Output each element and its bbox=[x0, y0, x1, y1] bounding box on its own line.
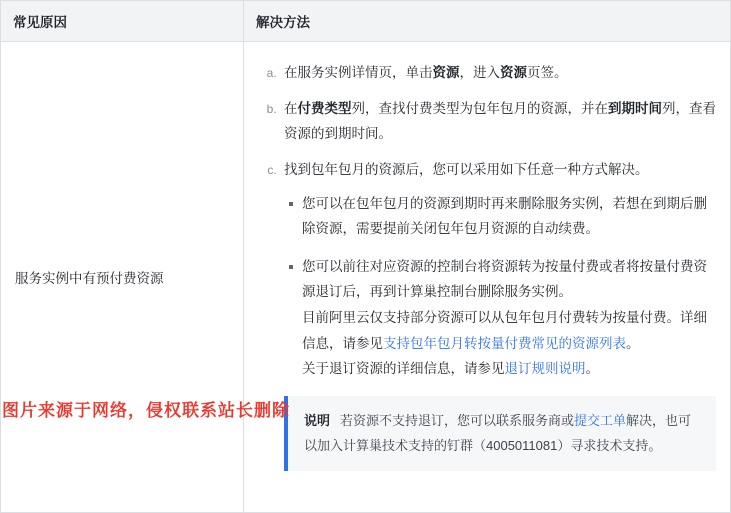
emphasis-text: 到期时间 bbox=[608, 100, 662, 116]
emphasis-text: 资源 bbox=[500, 65, 527, 80]
solution-step bbox=[280, 60, 716, 86]
table-row bbox=[1, 42, 731, 513]
column-header-reason: 常见原因 bbox=[1, 1, 244, 42]
doc-link[interactable]: 支持包年包月转按量付费常见的资源列表 bbox=[383, 335, 626, 351]
step-text: 在付费类型列，查找付费类型为包年包月的资源，并在到期时间列，查看资源的到期时间。 bbox=[284, 100, 716, 142]
note-title: 说明 bbox=[304, 413, 331, 429]
solution-step-list bbox=[258, 60, 716, 471]
cell-solution bbox=[244, 42, 731, 513]
column-header-solution: 解决方法 bbox=[244, 1, 731, 42]
table-head bbox=[1, 1, 731, 42]
table-header-row bbox=[1, 1, 731, 42]
emphasis-text: 资源 bbox=[432, 65, 460, 80]
step-text: 在服务实例详情页，单击资源，进入资源页签。 bbox=[284, 65, 568, 80]
cell-reason: 服务实例中有预付费资源 bbox=[1, 42, 244, 513]
table-body bbox=[1, 42, 731, 513]
solution-step bbox=[280, 96, 716, 147]
doc-link[interactable]: 退订规则说明 bbox=[504, 361, 586, 377]
doc-link[interactable]: 提交工单 bbox=[574, 413, 627, 429]
step-text: 找到包年包月的资源后，您可以采用如下任意一种方式解决。 bbox=[284, 161, 649, 177]
note-body: 若资源不支持退订，您可以联系服务商或提交工单解决，也可以加入计算巢技术支持的钉群（4005011081）寻求技术支持。 bbox=[304, 413, 692, 454]
substep-item: 您可以在包年包月的资源到期时再来删除服务实例，若想在到期后删除资源，需要提前关闭包年包月资源的自动续费。 bbox=[302, 191, 716, 242]
substep-item: 您可以前往对应资源的控制台将资源转为按量付费或者将按量付费资源退订后，再到计算巢控制台删除服务实例。 目前阿里云仅支持部分资源可以从包年包月付费转为按量付费。详细信息，请参见支持包年包月转按量付费常见的资源列表。 关于退订资源的详细信息，请参见退订规则说明。 bbox=[302, 254, 716, 382]
watermark-text: 图片来源于网络，侵权联系站长删除 bbox=[2, 401, 290, 420]
note-callout bbox=[284, 396, 716, 471]
substep-list bbox=[284, 191, 716, 382]
emphasis-text: 付费类型 bbox=[297, 100, 352, 116]
solution-step bbox=[280, 157, 716, 471]
